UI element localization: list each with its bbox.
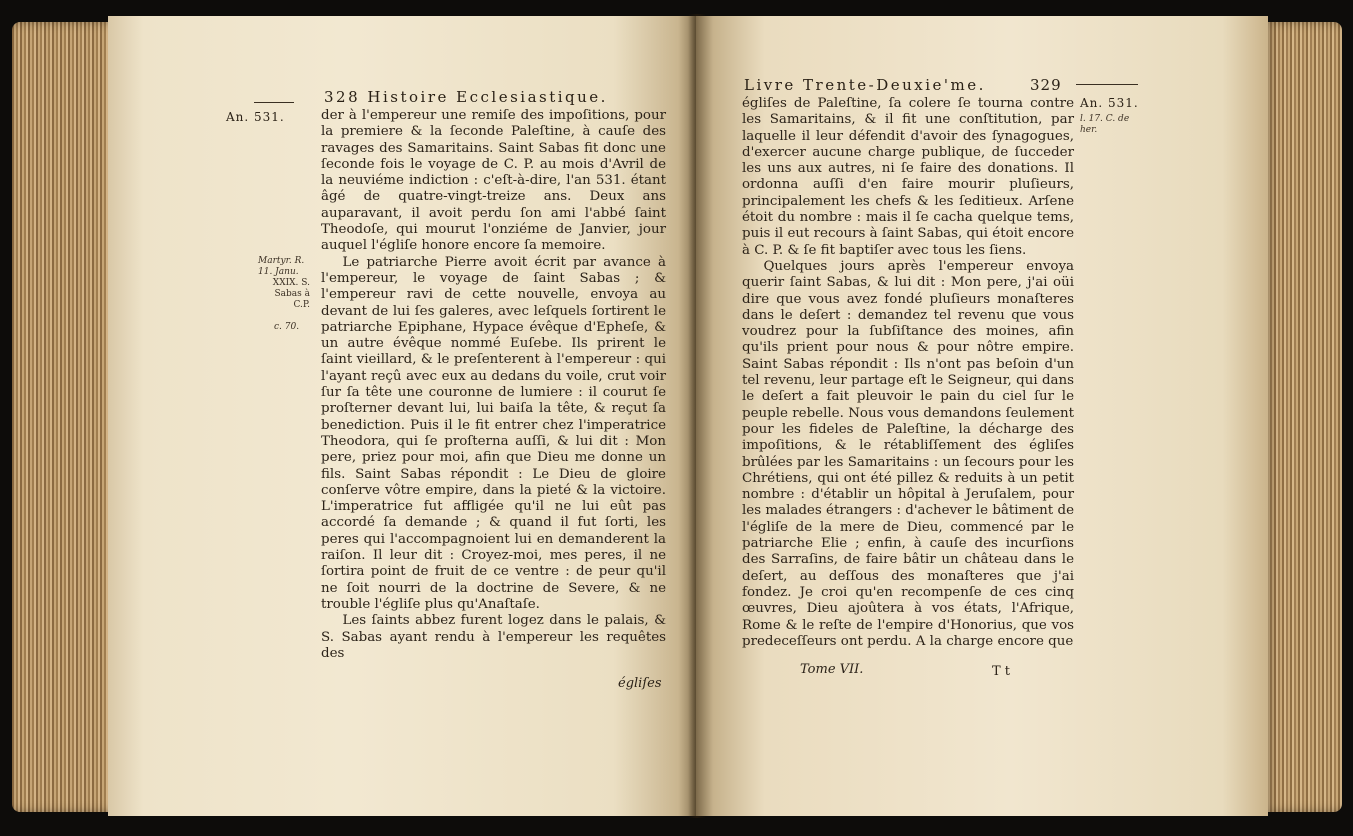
header-rule-left <box>254 102 294 103</box>
left-running-head: 328 Histoire Ecclesiastique. <box>324 88 608 106</box>
volume-label: Tome VII. <box>800 662 864 677</box>
signature-mark: T t <box>992 664 1011 679</box>
left-page <box>108 16 696 816</box>
right-page-edges <box>1264 22 1342 812</box>
right-body-text <box>742 96 1074 650</box>
left-paragraph-3: Les ſaints abbez furent logez dans le palais, & S. Sabas ayant rendu à l'empereur les requêtes des <box>321 613 666 661</box>
right-paragraph-1: égliſes de Paleſtine, ſa colere ſe tourna contre les Samaritains, & il fit une conſtitution, par laquelle il leur défendit d'avoir des ſynagogues, d'exercer aucune charge publique, de ſucceder les uns aux autres, ni ſe faire des donations. Il ordonna auſſi d'en faire mourir pluſieurs, principalement les chefs & les ſeditieux. Arſene étoit du nombre : mais il ſe cacha quelque tems, puis il eut recours à ſaint Sabas, qui étoit encore à C. P. & ſe fit baptiſer avec tous les ſiens. <box>742 96 1074 258</box>
right-page-number: 329 <box>1030 76 1062 94</box>
left-paragraph-2: Le patriarche Pierre avoit écrit par avance à l'empereur, le voyage de ſaint Sabas ; & l'empereur ravi de cette nouvelle, envoya au devant de lui ſes galeres, avec leſquels ſortirent le patriarche Epiphane, Hypace évêque d'Epheſe, & un autre évêque nommé Euſebe. Ils prirent le ſaint vieillard, & le preſenterent à l'empereur : qui l'ayant reçû avec eux au dedans du voile, crut voir ſur ſa tête une couronne de lumiere : il courut ſe proſterner devant lui, lui baiſa la tête, & reçut ſa benediction. Puis il le fit entrer chez l'imperatrice Theodora, qui ſe proſterna auſſi, & lui dit : Mon pere, priez pour moi, afin que Dieu me donne un fils. Saint Sabas répondit : Le Dieu de gloire conſerve vôtre empire, dans la pieté & la victoire. L'imperatrice fut affligée qu'il ne lui eût pas accordé ſa demande ; & quand il fut ſorti, les peres qui l'accompagnoient lui en demanderent la raiſon. Il leur dit : Croyez-moi, mes peres, il ne ſortira point de fruit de ce ventre : de peur qu'il ne ſoit nourri de la doctrine de Severe, & ne trouble l'égliſe plus qu'Anaſtaſe. <box>321 254 666 612</box>
open-book <box>12 14 1342 826</box>
left-catchword: égliſes <box>618 676 662 691</box>
header-rule-right <box>1076 84 1138 85</box>
right-paragraph-2: Quelques jours après l'empereur envoya querir ſaint Sabas, & lui dit : Mon pere, j'ai oüi dire que vous avez fondé pluſieurs monaſteres dans le deſert : demandez tel revenu que vous voudrez pour la ſubſiſtance des moines, afin qu'ils prient pour nous & pour nôtre empire. Saint Sabas répondit : Ils n'ont pas beſoin d'un tel revenu, leur partage eſt le Seigneur, qui dans le deſert a fait pleuvoir le pain du ciel ſur le peuple rebelle. Nous vous demandons ſeulement pour les fideles de Paleſtine, la décharge des impoſitions, & le rétabliſſement des égliſes brûlées par les Samaritains : un ſecours pour les Chrétiens, qui ont été pillez & reduits à un petit nombre : d'établir un hôpital à Jeruſalem, pour les malades étrangers : d'achever le bâtiment de l'égliſe de la mere de Dieu, commencé par le patriarche Elie ; enfin, à cauſe des incurſions des Sarraſins, de faire bâtir un château dans le deſert, au deſſous des monaſteres que j'ai fondez. Je croi qu'en recompenſe de ces cinq œuvres, Dieu ajoûtera à vos états, l'Afrique, Rome & le reſte de l'empire d'Honorius, que vos predeceſſeurs ont perdu. A la charge encore que <box>742 258 1074 649</box>
left-margin-note-section: XXIX. S. Sabas à C.P. <box>272 278 310 310</box>
left-paragraph-1: der à l'empereur une remiſe des impoſitions, pour la premiere & la ſeconde Paleſtine, à cauſe des ravages des Samaritains. Saint Sabas fit donc une ſeconde fois le voyage de C. P. au mois d'Avril de la neuviéme indiction : c'eſt-à-dire, l'an 531. étant âgé de quatre-vingt-treize ans. Deux ans auparavant, il avoit perdu ſon ami l'abbé ſaint Theodoſe, qui mourut l'onziéme de Janvier, jour auquel l'égliſe honore encore ſa memoire. <box>321 108 666 254</box>
right-running-head: Livre Trente-Deuxie'me. <box>744 76 986 94</box>
left-body-text <box>321 108 666 662</box>
right-margin-note: l. 17. C. de her. <box>1080 114 1130 135</box>
left-margin-note-martyr: Martyr. R. 11. Janu. <box>258 256 305 277</box>
left-margin-note-chapter: c. 70. <box>274 322 300 332</box>
left-margin-year: An. 531. <box>226 110 285 124</box>
right-page <box>696 16 1268 816</box>
right-margin-year: An. 531. <box>1080 96 1139 110</box>
